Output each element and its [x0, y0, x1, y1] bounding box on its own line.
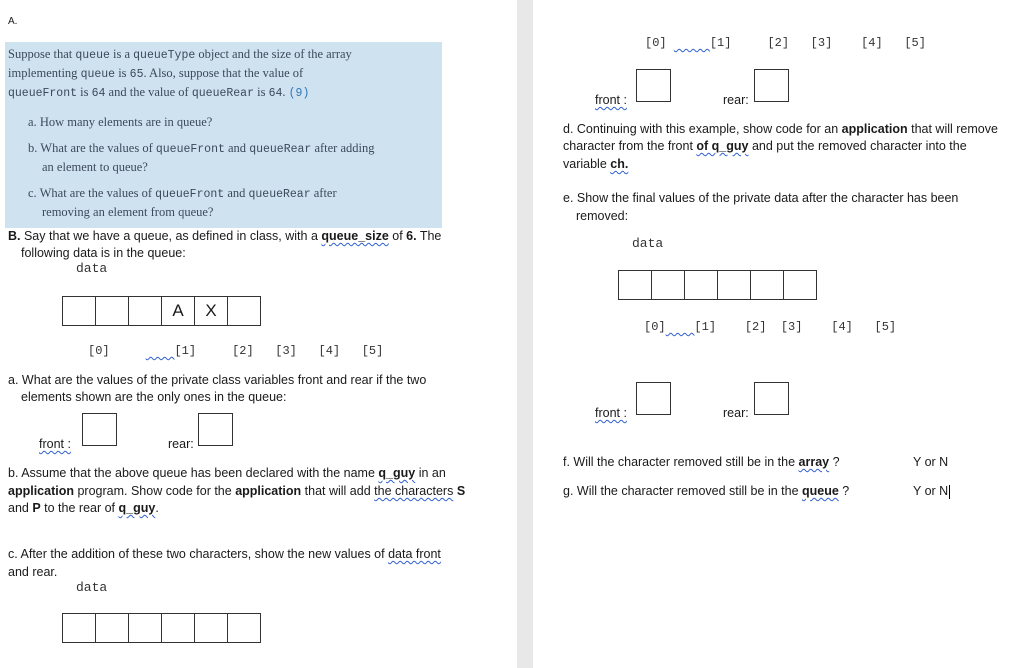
subq-d-line-1: d. Continuing with this example, show code for an application that will remove [563, 122, 998, 136]
front-label-3: front : [595, 406, 627, 420]
array-cell[interactable] [194, 613, 228, 643]
subq-c-line-1: c. After the addition of these two characters, show the new values of data front [8, 547, 441, 561]
intro-line-1: Suppose that queue is a queueType object and the size of the array [8, 47, 352, 62]
right-page [533, 0, 1024, 668]
array-cell[interactable] [717, 270, 751, 300]
subq-b-line-2: application program. Show code for the application that will add the characters S [8, 484, 466, 498]
front-value-box-1[interactable] [82, 413, 117, 446]
front-label-2: front : [595, 93, 627, 107]
queue-array-1 [62, 296, 261, 326]
front-label-1: front : [39, 437, 71, 451]
data-label-1: data [76, 261, 108, 276]
array-cell[interactable] [95, 296, 129, 326]
array-cell[interactable] [128, 296, 162, 326]
subq-g: g. Will the character removed still be in the queue ? [563, 484, 850, 498]
subq-d-line-2: character from the front of q_guy and put the removed character into the [563, 139, 967, 153]
array-3-indices: [0] [1] [2] [3] [4] [5] [644, 320, 897, 334]
subq-b-line-1: b. Assume that the above queue has been declared with the name q_guy in an [8, 466, 446, 480]
subq-f-answer[interactable]: Y or N [913, 455, 949, 469]
front-value-box-3[interactable] [636, 382, 671, 415]
subq-a-line-2: elements shown are the only ones in the queue: [21, 390, 287, 404]
subq-f: f. Will the character removed still be in the array ? [563, 455, 840, 469]
array-cell[interactable] [227, 296, 261, 326]
array-cell[interactable]: A [161, 296, 195, 326]
array-cell[interactable] [651, 270, 685, 300]
queue-array-2 [62, 613, 261, 643]
intro-line-2: implementing queue is 65. Also, suppose that the value of [8, 66, 304, 81]
array-cell[interactable] [618, 270, 652, 300]
front-value-box-2[interactable] [636, 69, 671, 102]
array-cell[interactable] [62, 296, 96, 326]
section-a-label: A. [8, 16, 18, 27]
rear-value-box-2[interactable] [754, 69, 789, 102]
array-cell[interactable]: X [194, 296, 228, 326]
array-cell[interactable] [783, 270, 817, 300]
question-b: b. What are the values of queueFront and queueRear after adding [28, 141, 375, 156]
array-cell[interactable] [750, 270, 784, 300]
subq-b-line-3: and P to the rear of q_guy. [8, 501, 159, 515]
intro-line-3: queueFront is 64 and the value of queueRear is 64. (9) [8, 85, 310, 100]
subq-d-line-3: variable ch. [563, 157, 629, 171]
rear-label-2: rear: [723, 93, 749, 107]
subq-c-line-2: and rear. [8, 565, 58, 579]
array-1-indices: [0] [1] [2] [3] [4] [5] [88, 344, 384, 358]
array-cell[interactable] [128, 613, 162, 643]
rear-label-3: rear: [723, 406, 749, 420]
question-a: a. How many elements are in queue? [28, 115, 213, 129]
array-cell[interactable] [62, 613, 96, 643]
top-array-indices: [0] [1] [2] [3] [4] [5] [645, 36, 926, 50]
data-label-2: data [76, 580, 108, 595]
rear-label-1: rear: [168, 437, 194, 451]
data-label-3: data [632, 236, 664, 251]
array-cell[interactable] [161, 613, 195, 643]
queue-array-3 [618, 270, 817, 300]
array-cell[interactable] [227, 613, 261, 643]
question-c-line-2: removing an element from queue? [42, 205, 214, 219]
subq-g-answer[interactable]: Y or N [913, 484, 949, 498]
section-b-line-2: following data is in the queue: [21, 246, 186, 260]
subq-a-line-1: a. What are the values of the private class variables front and rear if the two [8, 373, 427, 387]
array-cell[interactable] [95, 613, 129, 643]
rear-value-box-3[interactable] [754, 382, 789, 415]
text-cursor [949, 485, 950, 499]
question-c: c. What are the values of queueFront and queueRear after [28, 186, 337, 201]
rear-value-box-1[interactable] [198, 413, 233, 446]
subq-e-line-1: e. Show the final values of the private data after the character has been [563, 191, 959, 205]
section-b-line-1: B. Say that we have a queue, as defined in class, with a queue_size of 6. The [8, 229, 442, 243]
question-b-line-2: an element to queue? [42, 160, 148, 174]
array-cell[interactable] [684, 270, 718, 300]
subq-e-line-2: removed: [576, 209, 629, 223]
